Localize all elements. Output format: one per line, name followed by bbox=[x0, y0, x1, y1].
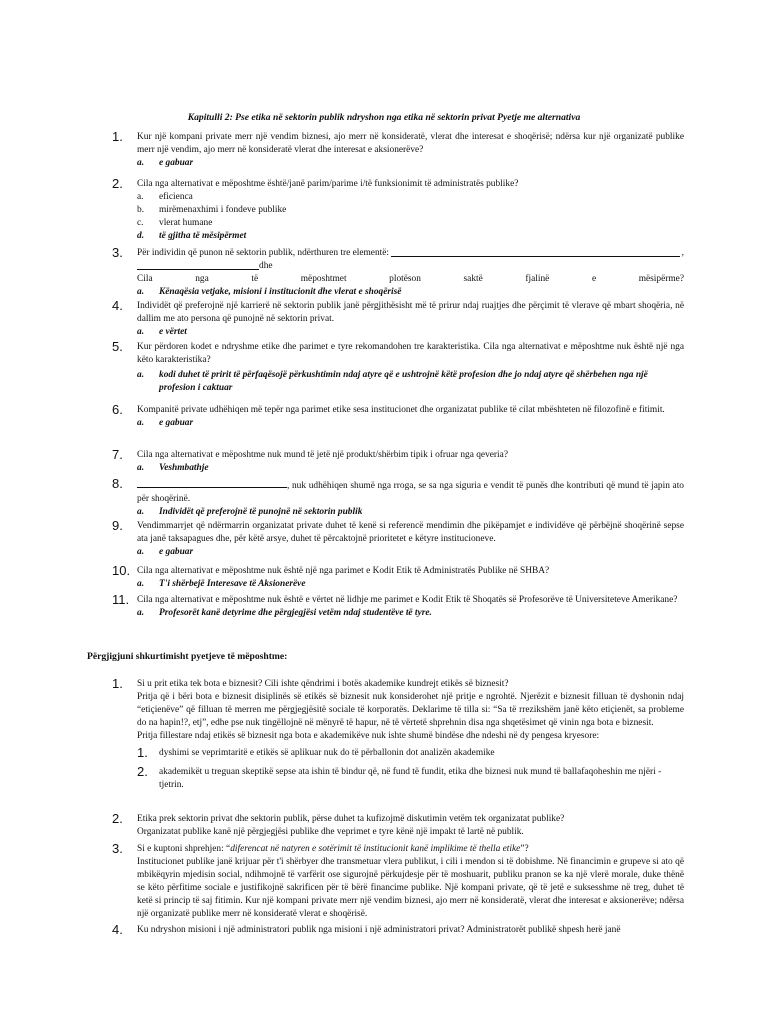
answer: a. e gabuar bbox=[137, 546, 194, 557]
question-number: 4. bbox=[112, 298, 123, 313]
question-number: 6. bbox=[112, 402, 123, 417]
short-question-1 bbox=[112, 678, 684, 792]
answer: a. e vërtet bbox=[137, 326, 187, 337]
question-10 bbox=[112, 565, 684, 591]
question-text: Si u prit etika tek bota e biznesit? Cili ishte qëndrimi i botës akademike kundrejt etikës së biznesit? bbox=[137, 679, 509, 689]
question-number: 3. bbox=[112, 841, 123, 856]
question-text: Vendimmarrjet që ndërmarrin organizatat private duhet të kenë si referencë mendimin dhe pikëpamjet e individëve që përbëjnë shoqërinë sepse ata janë taksapagues dhe, për këtë arsye, duhet të përcaktojnë prioritetet e këtyre institucioneve. bbox=[137, 521, 684, 544]
answer: a. Kënaqësia vetjake, misioni i institucionit dhe vlerat e shoqërisë bbox=[137, 286, 402, 297]
question-6 bbox=[112, 404, 684, 430]
question-number: 11. bbox=[112, 592, 130, 607]
question-number: 8. bbox=[112, 476, 123, 491]
answer: a. Veshmbathje bbox=[137, 462, 209, 473]
question-8 bbox=[112, 478, 684, 519]
question-number: 3. bbox=[112, 245, 123, 260]
answer-paragraph: Organizatat publike kanë një përgjegjësi publike dhe veprimet e tyre kënë një impakt të lartë në publik. bbox=[137, 826, 524, 837]
question-text: Kompanitë private udhëhiqen më tepër nga parimet etike sesa institucionet dhe organizatat publike të cilat mbështeten në filozofinë e fitimit. bbox=[137, 405, 665, 415]
answer-paragraph: Institucionet publike janë krijuar për t'i shërbyer dhe transmetuar vlera publikut, i cili i mendon si të dobishme. Në financimin e grupeve si ato që mbikëqyrin mjedisin social, ndihmojnë të varfërit ose sigurojnë përkujdesje për të moshuarit, publiku pranon se ka një vlerë morale, duke thënë se këto përfitime sociale e justifikojnë sakrificen për të bërë financime publike. Një kompani private, që të jetë e suksesshme në treg, duhet të ketë si princip të saj fitimin. Kur një kompani private merr një vendim biznesi, ajo merr në konsideratë, vlerat dhe interesat e aksionerëve; ndërsa një organizatë publike merr në konsideratë vlerat e shoqërisë. bbox=[137, 856, 684, 919]
option-b: b. mirëmenaxhimi i fondeve publike bbox=[137, 204, 287, 215]
question-11 bbox=[112, 594, 684, 620]
answer: a. Profesorët kanë detyrime dhe përgjegjësi vetëm ndaj studentëve të tyre. bbox=[137, 607, 432, 618]
question-text: Cila nga alternativat e mëposhtme nuk është e vërtet në lidhje me parimet e Kodit Etik të Shoqatës së Profesorëve të Universiteteve Amerikane? bbox=[137, 595, 678, 605]
short-question-2 bbox=[112, 813, 684, 839]
question-number: 4. bbox=[112, 922, 123, 937]
answer: a. T'i shërbejë Interesave të Aksionerëve bbox=[137, 578, 306, 589]
answer-paragraph: Pritja fillestare ndaj etikës së biznesit nga bota e akademikëve nuk ishte shumë bindëse dhe ndeshi në dy pengesa kryesore: bbox=[137, 730, 600, 741]
question-number: 1. bbox=[112, 676, 123, 691]
answer: a. kodi duhet të pririt të përfaqësojë përkushtimin ndaj atyre që e ushtrojnë këtë profesion dhe jo ndaj atyre që shërbehen nga një profesion i caktuar bbox=[137, 369, 648, 393]
question-number: 9. bbox=[112, 518, 123, 533]
short-question-4 bbox=[112, 924, 684, 937]
question-number: 7. bbox=[112, 447, 123, 462]
question-4 bbox=[112, 300, 684, 339]
question-text: Ku ndryshon misioni i një administratori publik nga misioni i një administratori privat? Administratorët publikë shpesh herë janë bbox=[137, 925, 621, 935]
question-text: Cila nga alternativat e mëposhtme nuk mund të jetë një produkt/shërbim tipik i ofruar nga qeveria? bbox=[137, 450, 508, 460]
question-number: 5. bbox=[112, 339, 123, 354]
option-a: a. eficienca bbox=[137, 191, 193, 202]
question-9 bbox=[112, 520, 684, 559]
question-text: Individët që preferojnë një karrierë në sektorin publik janë përgjithësisht më të prirur ndaj ruajtjes dhe përçimit të vlerave që mbart shoqëria, në dallim me ato persona që punojnë në sektorin privat. bbox=[137, 301, 684, 324]
question-text: Kur një kompani private merr një vendim biznesi, ajo merr në konsideratë, vlerat dhe interesat e shoqërisë; ndërsa kur një organizatë publike merr një vendim, ajo merr në konsideratë vlerat dhe interesat e aksionerëve? bbox=[137, 132, 684, 155]
question-text-line: Cila nga të mëposhtmet plotëson saktë fjalinë e mësipërme? bbox=[137, 273, 684, 284]
question-2 bbox=[112, 178, 684, 243]
question-number: 1. bbox=[112, 129, 123, 144]
question-number: 2. bbox=[112, 176, 123, 191]
answer: a. Individët që preferojnë të punojnë në sektorin publik bbox=[137, 506, 363, 517]
section-title: Përgjigjuni shkurtimisht pyetjeve të mëposhtme: bbox=[87, 651, 288, 662]
question-number: 10. bbox=[112, 563, 131, 578]
question-5 bbox=[112, 341, 684, 395]
question-text: Kur përdoren kodet e ndryshme etike dhe parimet e tyre rekomandohen tre karakteristika. Cila nga alternativat e mëposhtme nuk është një nga këto karakteristika? bbox=[137, 342, 684, 365]
question-text: Etika prek sektorin privat dhe sektorin publik, përse duhet ta kufizojmë diskutimin vetëm tek organizatat publike? bbox=[137, 814, 565, 824]
sub-item-1: 1. dyshimi se veprimtaritë e etikës së aplikuar nuk do të përballonin dot analizën akademike bbox=[137, 744, 495, 760]
question-text: , nuk udhëhiqen shumë nga rroga, se sa nga siguria e vendit të punës dhe kontributi që mund të japin ato për shoqërinë. bbox=[137, 478, 684, 506]
question-text: Për individin që punon në sektorin publik, ndërthuren tre elementë: , bbox=[137, 248, 684, 258]
sub-item-2: 2. akademikët u treguan skeptikë sepse ata ishin të bindur që, në fund të fundit, etika dhe biznesi nuk mund të ballafaqoheshin me njëri - tjetrin. bbox=[137, 763, 662, 790]
answer-paragraph: Pritja që i bëri bota e biznesit disiplinës së etikës së biznesit nuk konsiderohet një pritje e ngrohtë. Njerëzit e biznesit filluan të dyshonin ndaj “etiçienëve” që filluan të merren me përgjegjësitë sociale të korporatës. Deklarime të tilla si: “Sa të rrezikshëm janë këto etiçienët, sa probleme do na hapin!?, etj”, edhe pse nuk tingëllojnë në mënyrë të hapur, në të vërtetë shprehnin disa nga shqetësimet që vinin nga bota e biznesit. bbox=[137, 691, 684, 728]
question-7 bbox=[112, 449, 684, 475]
short-question-3 bbox=[112, 843, 684, 921]
question-text: Si e kuptoni shprehjen: “diferencat në natyren e sotërimit të institucionit kanë implikime të thella etike”? bbox=[137, 844, 529, 854]
option-c: c. vlerat humane bbox=[137, 217, 213, 228]
answer: a. e gabuar bbox=[137, 417, 194, 428]
question-number: 2. bbox=[112, 811, 123, 826]
question-text: Cila nga alternativat e mëposhtme nuk është një nga parimet e Kodit Etik të Administratës Publike në SHBA? bbox=[137, 566, 550, 576]
chapter-title: Kapitulli 2: Pse etika në sektorin publik ndryshon nga etika në sektorin privat Pyetje me alternativa bbox=[187, 112, 581, 123]
question-text: Cila nga alternativat e mëposhtme është/janë parim/parime i/të funksionimit të administratës publike? bbox=[137, 179, 519, 189]
question-3: 3. Për individin që punon në sektorin publik, ndërthuren tre elementë: , dhe Cila nga të mëposhtmet plotëson saktë fjalinë e mësipërme? a. Kënaqësia vetjake, misioni i institucionit dhe vlerat e shoqërisë bbox=[112, 245, 684, 297]
answer: a. e gabuar bbox=[137, 157, 194, 168]
question-1 bbox=[112, 131, 684, 170]
option-d: d. të gjitha të mësipërmet bbox=[137, 230, 247, 241]
